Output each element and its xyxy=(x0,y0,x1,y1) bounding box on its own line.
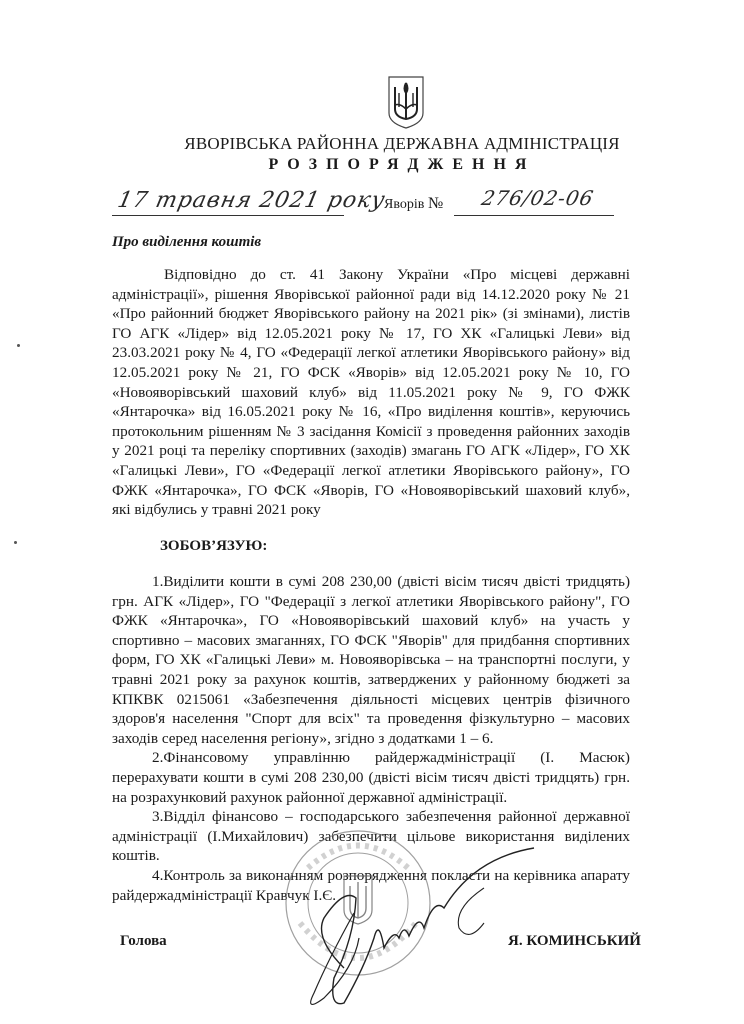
document-subject: Про виділення коштів xyxy=(112,234,262,250)
document-place: Яворів xyxy=(384,197,425,212)
number-sign: № xyxy=(428,195,444,212)
order-item: 4.Контроль за виконанням розпорядження покласти на керівника апарату райдержадміністрації Кравчук І.Є. xyxy=(112,866,630,904)
organization-name: ЯВОРІВСЬКА РАЙОННА ДЕРЖАВНА АДМІНІСТРАЦІЯ xyxy=(184,134,620,153)
tryzub-coat-of-arms-icon xyxy=(387,75,425,130)
document-date: 17 травня 2021 року xyxy=(115,188,388,213)
handwritten-signature-icon xyxy=(284,818,544,1018)
order-item: 3.Відділ фінансово – господарського забезпечення районної державної адміністрації (І.Михайлович) забезпечити цільове використання виділених коштів. xyxy=(112,808,630,865)
preamble-paragraph: Відповідно до ст. 41 Закону України «Про місцеві державні адміністрації», рішення Яворівської районної ради від 14.12.2020 року № 21 «Про районний бюджет Яворівського району на 2021 рік» (зі змінами), листів ГО АГК «Лідер» від 12.05.2021 року № 17, ГО ХК «Галицькі Леви» від 23.03.2021 року № 4, ГО «Федерації легкої атлетики Яворівського району» від 12.05.2021 року № 21, ГО ФСК «Яворів» від 12.05.2021 року № 10, ГО «Новояворівський шаховий клуб» від 11.05.2021 року № 9, ГО ФЖК «Янтарочка» від 16.05.2021 року № 16, «Про виділення коштів», керуючись протокольним рішенням № 3 засідання Комісії з проведення районних заходів у 2021 році та переліку спортивних (заходів) змагань ГО АГК «Лідер», ГО ХК «Галицькі Леви», ГО «Федерації легкої атлетики Яворівського району», ГО ФЖК «Янтарочка», ГО ФСК «Яворів, ГО «Новояворівський шаховий клуб», які відбулись у травні 2021 року xyxy=(112,266,630,519)
scan-speck xyxy=(14,541,17,544)
signatory-name: Я. КОМИНСЬКИЙ xyxy=(508,933,641,949)
order-item: 2.Фінансовому управлінню райдержадміністрації (І. Масюк) перерахувати кошти в сумі 208 230,00 (двісті вісім тисяч двісті тридцять) грн. на розрахунковий рахунок районної державної адміністрації. xyxy=(112,749,630,806)
order-item: 1.Виділити кошти в сумі 208 230,00 (двісті вісім тисяч двісті тридцять) грн. АГК «Лідер», ГО "Федерації з легкої атлетики Яворівського району", ГО ФЖК «Янтарочка», ГО «Новояворівський шаховий клуб» на участь у спортивно – масових змаганнях, ГО ФСК "Яворів" для придбання спортивних форм, ГО ХК «Галицькі Леви» м. Новояворівська – на транспортні послуги, у травні 2021 року за рахунок коштів, затверджених у районному бюджеті за КПКВК 0215061 «Забезпечення діяльності місцевих центрів фізичного здоров'я населення "Спорт для всіх" та проведення фізкультурно – масових заходів серед населення регіону», згідно з додатками 1 – 6. xyxy=(112,573,630,747)
preamble xyxy=(112,265,630,520)
signatory-position: Голова xyxy=(120,933,167,949)
document-number: 276/02-06 xyxy=(479,186,597,210)
obligate-heading: ЗОБОВ’ЯЗУЮ: xyxy=(160,538,268,554)
scan-speck xyxy=(17,344,20,347)
document-type-title: РОЗПОРЯДЖЕННЯ xyxy=(268,156,536,173)
